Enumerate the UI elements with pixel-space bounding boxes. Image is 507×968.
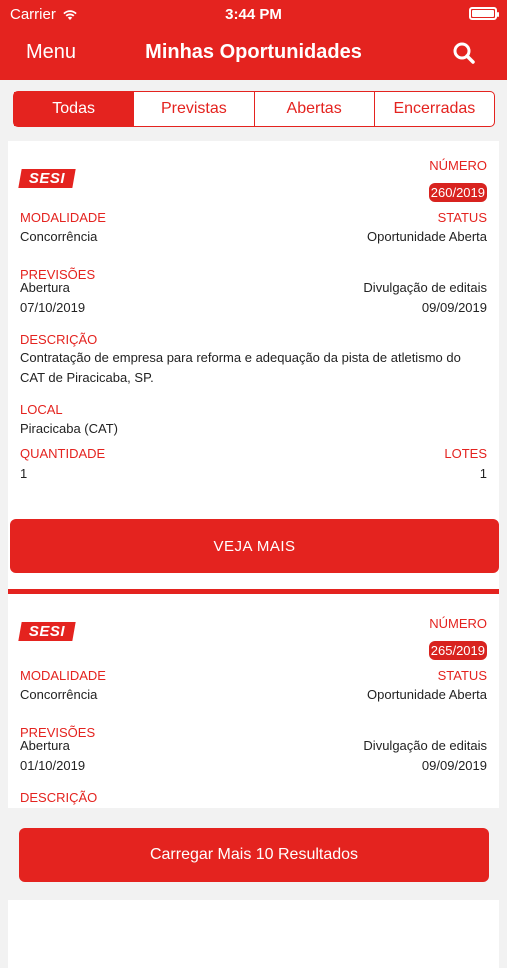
local-label: LOCAL (20, 402, 63, 417)
load-more-button[interactable]: Carregar Mais 10 Resultados (19, 828, 489, 882)
numero-badge: 260/2019 (430, 185, 485, 200)
sesi-logo: SESI (18, 169, 75, 188)
lotes-value: 1 (479, 466, 487, 481)
divulgacao-date: 09/09/2019 (421, 300, 487, 315)
modalidade-value: Concorrência (20, 229, 98, 244)
divulgacao-date: 09/09/2019 (421, 758, 487, 773)
menu-button[interactable]: Menu (26, 41, 77, 63)
descricao-label: DESCRIÇÃO (20, 332, 98, 347)
app-header (0, 0, 507, 80)
search-icon[interactable] (451, 40, 477, 66)
carrier-label: Carrier (10, 6, 56, 23)
status-label: STATUS (437, 210, 487, 225)
tab-todas[interactable]: Todas (14, 92, 134, 126)
divulgacao-label: Divulgação de editais (363, 280, 487, 295)
local-value: Piracicaba (CAT) (20, 421, 119, 436)
numero-badge: 265/2019 (430, 643, 485, 658)
battery-icon (469, 7, 497, 20)
tab-previstas[interactable]: Previstas (134, 92, 254, 126)
status-value: Oportunidade Aberta (367, 229, 487, 244)
abertura-label: Abertura (20, 280, 70, 295)
page-title: Minhas Oportunidades (145, 41, 362, 63)
numero-label: NÚMERO (429, 616, 487, 631)
sesi-logo: SESI (18, 622, 75, 641)
footer-bar (0, 808, 507, 900)
quantidade-label: QUANTIDADE (20, 446, 106, 461)
modalidade-label: MODALIDADE (20, 668, 106, 683)
opportunity-card (8, 594, 499, 968)
modalidade-value: Concorrência (20, 687, 98, 702)
abertura-date: 07/10/2019 (20, 300, 86, 315)
previsoes-label: PREVISÕES (20, 725, 96, 740)
status-value: Oportunidade Aberta (367, 687, 487, 702)
status-bar (0, 0, 507, 28)
abertura-label: Abertura (20, 738, 70, 753)
filter-tabs (13, 91, 495, 127)
descricao-label: DESCRIÇÃO (20, 790, 98, 805)
abertura-date: 01/10/2019 (20, 758, 86, 773)
modalidade-label: MODALIDADE (20, 210, 106, 225)
nav-bar (0, 32, 507, 72)
opportunity-card (8, 141, 499, 515)
clock: 3:44 PM (225, 6, 282, 23)
tab-encerradas[interactable]: Encerradas (393, 100, 476, 117)
previsoes-label: PREVISÕES (20, 267, 96, 282)
numero-label: NÚMERO (429, 158, 487, 173)
status-label: STATUS (437, 668, 487, 683)
tab-abertas[interactable]: Abertas (255, 92, 375, 126)
veja-mais-button[interactable]: VEJA MAIS (10, 519, 499, 573)
opportunity-list[interactable] (8, 141, 499, 807)
descricao-value: Contratação de empresa para reforma e adequação da pista de atletismo do CAT de Piracicaba, SP. (20, 350, 461, 385)
divulgacao-label: Divulgação de editais (363, 738, 487, 753)
lotes-label: LOTES (444, 446, 487, 461)
quantidade-value: 1 (20, 466, 28, 481)
